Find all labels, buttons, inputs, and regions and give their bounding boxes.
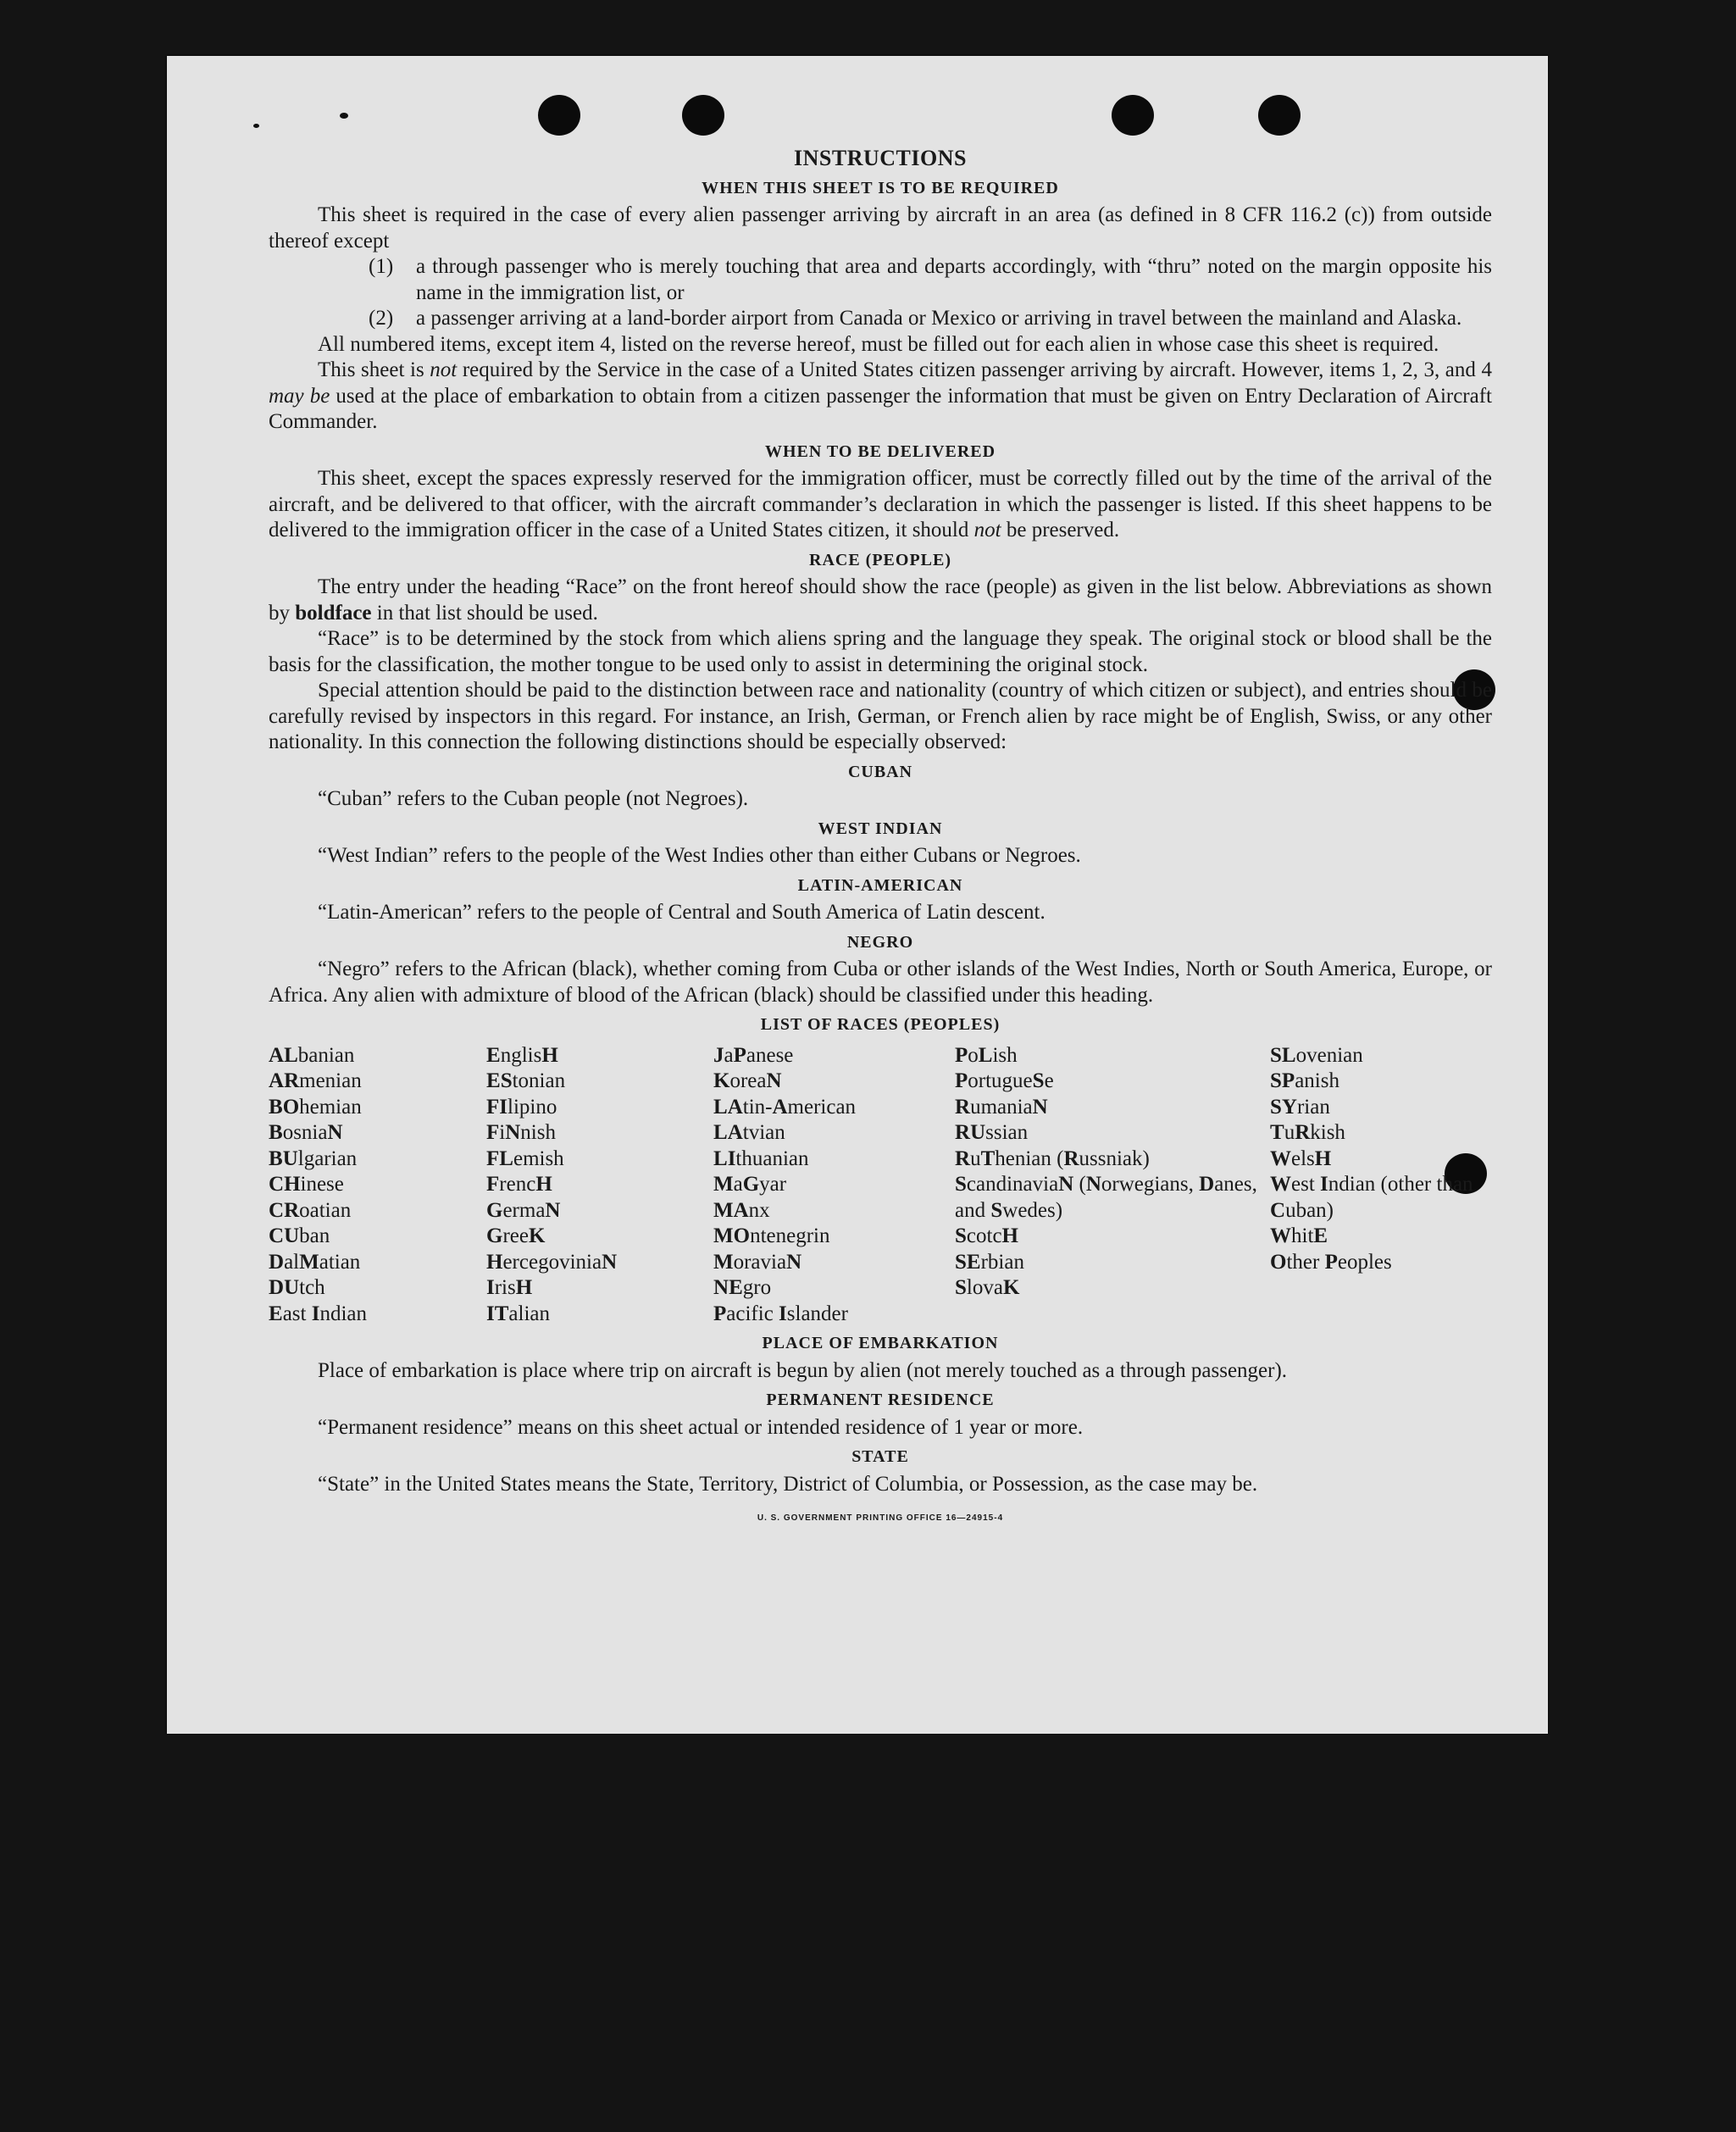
race-entry: SPanish bbox=[1270, 1069, 1339, 1092]
paragraph: “State” in the United States means the State, Territory, District of Columbia, or Possession, as the case may be. bbox=[318, 1472, 1258, 1496]
race-entry: ITalian bbox=[486, 1302, 551, 1325]
race-entry: East Indian bbox=[269, 1302, 367, 1325]
race-entry: FiNnish bbox=[486, 1121, 556, 1144]
section-heading: WEST INDIAN bbox=[818, 819, 943, 838]
race-entry: GermaN bbox=[486, 1198, 561, 1222]
section-heading: NEGRO bbox=[846, 932, 914, 952]
section-heading: STATE bbox=[851, 1447, 909, 1466]
race-column bbox=[955, 1043, 1270, 1328]
race-entry: MoraviaN bbox=[713, 1250, 802, 1274]
race-entry: FrencH bbox=[486, 1173, 552, 1196]
race-entry: RUssian bbox=[955, 1121, 1029, 1144]
item-text: a through passenger who is merely touching that area and departs accordingly, with “thru” noted on the margin opposite his name in the immigration list, or bbox=[416, 255, 1492, 304]
paragraph: This sheet is not required by the Service in the case of a United States citizen passenger arriving by aircraft. However, items 1, 2, 3, and 4 may be used at the place of embarkation to obtain from a citizen passenger the information that must be given on Entry Declaration of Aircraft Commander. bbox=[269, 358, 1493, 433]
race-entry: LIthuanian bbox=[713, 1147, 809, 1170]
race-entry: KoreaN bbox=[713, 1069, 782, 1092]
race-entry: Pacific Islander bbox=[713, 1302, 848, 1325]
item-text: a passenger arriving at a land-border airport from Canada or Mexico or arriving in travel between the mainland and Alaska. bbox=[416, 307, 1462, 330]
section-heading: CUBAN bbox=[847, 762, 913, 781]
paragraph: This sheet is required in the case of every alien passenger arriving by aircraft in an area (as defined in 8 CFR 116.2 (c)) from outside thereof except bbox=[269, 203, 1492, 253]
race-entry: BUlgarian bbox=[269, 1147, 358, 1170]
race-entry: EStonian bbox=[486, 1069, 566, 1092]
race-entry: ARmenian bbox=[269, 1069, 362, 1092]
race-list bbox=[269, 1043, 1492, 1328]
race-entry: TuRkish bbox=[1270, 1121, 1345, 1144]
paragraph: “West Indian” refers to the people of the West Indies other than either Cubans or Negroes. bbox=[318, 844, 1081, 867]
list-item bbox=[369, 254, 1492, 306]
race-entry: RumaniaN bbox=[955, 1095, 1048, 1119]
document-sheet bbox=[167, 56, 1548, 1734]
race-entry: WelsH bbox=[1270, 1147, 1332, 1170]
race-entry: HercegoviniaN bbox=[486, 1250, 618, 1274]
race-entry: PoLish bbox=[955, 1043, 1018, 1067]
race-entry: MAnx bbox=[713, 1198, 770, 1222]
paragraph: Place of embarkation is place where trip on aircraft is begun by alien (not merely touched as a through passenger). bbox=[318, 1358, 1288, 1382]
paragraph: The entry under the heading “Race” on the front hereof should show the race (people) as given in the list below. Abbreviations as shown by boldface in that list should be used. bbox=[269, 575, 1492, 625]
item-number: (2) bbox=[369, 307, 394, 330]
section-heading: PLACE OF EMBARKATION bbox=[762, 1334, 999, 1352]
item-number: (1) bbox=[369, 255, 394, 278]
paragraph: “Cuban” refers to the Cuban people (not Negroes). bbox=[318, 787, 749, 810]
punch-hole bbox=[538, 95, 580, 136]
race-entry: RuThenian (Russniak) bbox=[955, 1147, 1150, 1170]
race-column bbox=[713, 1043, 955, 1328]
race-entry: CRoatian bbox=[269, 1198, 352, 1222]
race-column bbox=[486, 1043, 713, 1328]
race-entry: SYrian bbox=[1270, 1095, 1330, 1119]
race-entry: BosniaN bbox=[269, 1121, 343, 1144]
race-entry: MaGyar bbox=[713, 1173, 787, 1196]
race-entry: SlovaK bbox=[955, 1276, 1020, 1299]
section-heading: WHEN TO BE DELIVERED bbox=[764, 441, 996, 461]
paragraph: All numbered items, except item 4, listed on the reverse hereof, must be filled out for each alien in whose case this sheet is required. bbox=[318, 332, 1439, 356]
section-heading: RACE (PEOPLE) bbox=[809, 550, 951, 569]
race-entry: PortugueSe bbox=[955, 1069, 1054, 1092]
race-entry: SLovenian bbox=[1270, 1043, 1363, 1067]
race-entry: SErbian bbox=[955, 1250, 1024, 1274]
punch-hole bbox=[682, 95, 724, 136]
race-entry: DUtch bbox=[269, 1276, 325, 1299]
race-entry: NEgro bbox=[713, 1276, 772, 1299]
race-entry: BOhemian bbox=[269, 1095, 362, 1119]
instructions-content bbox=[269, 146, 1492, 1532]
race-entry: MOntenegrin bbox=[713, 1224, 830, 1247]
race-entry: Other Peoples bbox=[1270, 1250, 1392, 1274]
section-heading: WHEN THIS SHEET IS TO BE REQUIRED bbox=[702, 178, 1059, 197]
paragraph: “Negro” refers to the African (black), whether coming from Cuba or other islands of the West Indies, North or South America, Europe, or Africa. Any alien with admixture of blood of the African (black) should be classified under this heading. bbox=[269, 958, 1492, 1007]
race-entry: FLemish bbox=[486, 1147, 564, 1170]
race-entry: EnglisH bbox=[486, 1043, 558, 1067]
race-entry: IrisH bbox=[486, 1276, 533, 1299]
speck bbox=[340, 113, 348, 119]
race-entry: LAtin-American bbox=[713, 1095, 857, 1119]
race-entry: ScotcH bbox=[955, 1224, 1018, 1247]
printer-footer: U. S. GOVERNMENT PRINTING OFFICE 16—24915-4 bbox=[757, 1513, 1004, 1523]
section-heading: LATIN-AMERICAN bbox=[797, 875, 963, 895]
section-heading: LIST OF RACES (PEOPLES) bbox=[760, 1015, 1001, 1034]
race-entry: West Indian (other than Cuban) bbox=[1270, 1173, 1473, 1222]
section-heading: PERMANENT RESIDENCE bbox=[766, 1391, 995, 1409]
race-entry: CHinese bbox=[269, 1173, 344, 1196]
race-entry: FIlipino bbox=[486, 1095, 557, 1119]
race-entry: ScandinaviaN (Norwegians, Danes, and Swedes) bbox=[955, 1173, 1257, 1222]
paragraph: “Race” is to be determined by the stock from which aliens spring and the language they speak. The original stock or blood shall be the basis for the classification, the mother tongue to be used only to assist in determining the original stock. bbox=[269, 627, 1492, 676]
race-entry: CUban bbox=[269, 1224, 330, 1247]
race-entry: WhitE bbox=[1270, 1224, 1328, 1247]
paragraph: This sheet, except the spaces expressly reserved for the immigration officer, must be correctly filled out by the time of the arrival of the aircraft, and be delivered to that officer, with the aircraft commander’s declaration in which the passenger is listed. If this sheet happens to be delivered to the immigration officer in the case of a United States citizen, it should not be preserved. bbox=[269, 467, 1492, 541]
race-entry: GreeK bbox=[486, 1224, 546, 1247]
race-column bbox=[269, 1043, 486, 1328]
punch-hole bbox=[1112, 95, 1154, 136]
race-entry: DalMatian bbox=[269, 1250, 361, 1274]
paragraph: “Latin-American” refers to the people of Central and South America of Latin descent. bbox=[318, 901, 1045, 924]
page-title: INSTRUCTIONS bbox=[794, 146, 967, 170]
list-item bbox=[369, 306, 1492, 332]
race-column bbox=[1270, 1043, 1492, 1328]
paragraph: Special attention should be paid to the distinction between race and nationality (country of which citizen or subject), and entries should be carefully revised by inspectors in this regard. For instance, an Irish, German, or French alien by race might be of English, Swiss, or any other nationality. In this connection the following distinctions should be especially observed: bbox=[269, 679, 1492, 753]
paragraph: “Permanent residence” means on this sheet actual or intended residence of 1 year or more. bbox=[318, 1415, 1084, 1439]
speck bbox=[253, 124, 259, 128]
punch-hole bbox=[1258, 95, 1301, 136]
race-entry: ALbanian bbox=[269, 1043, 355, 1067]
race-entry: LAtvian bbox=[713, 1121, 785, 1144]
race-entry: JaPanese bbox=[713, 1043, 794, 1067]
